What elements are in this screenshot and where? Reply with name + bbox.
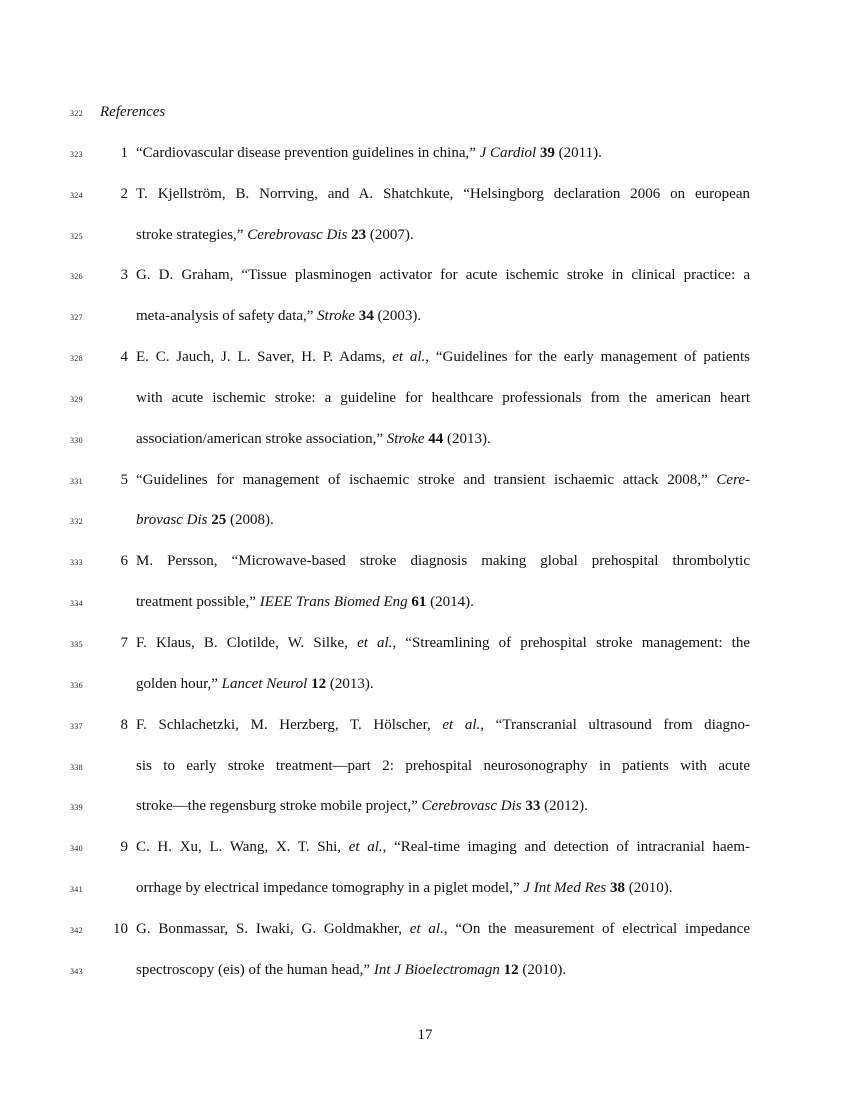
references-heading: References [100, 104, 166, 120]
reference-number: 9 [120, 839, 128, 856]
reference-text: sis to early stroke treatment—part 2: prehospital neurosonography in patients with acute [136, 757, 750, 774]
reference-text: T. Kjellström, B. Norrving, and A. Shatchkute, “Helsingborg declaration 2006 on european [136, 185, 750, 202]
reference-line [0, 705, 850, 746]
margin-line-number: 331 [70, 476, 83, 486]
reference-text: F. Schlachetzki, M. Herzberg, T. Hölscher, et al., “Transcranial ultrasound from diagno- [136, 716, 751, 733]
text-block [0, 92, 850, 991]
reference-text: meta-analysis of safety data,” Stroke 34 (2003). [136, 308, 422, 325]
margin-line-number: 343 [70, 966, 83, 976]
reference-number: 3 [120, 267, 128, 284]
reference-text: golden hour,” Lancet Neurol 12 (2013). [136, 675, 374, 692]
reference-line [0, 664, 850, 705]
margin-line-number: 341 [70, 885, 83, 895]
margin-line-number: 325 [70, 231, 83, 241]
margin-line-number: 338 [70, 762, 83, 772]
margin-line-number: 322 [70, 109, 83, 118]
reference-text: spectroscopy (eis) of the human head,” Int J Bioelectromagn 12 (2010). [136, 961, 567, 978]
reference-text: M. Persson, “Microwave-based stroke diagnosis making global prehospital thrombolytic [136, 553, 750, 570]
reference-text: “Guidelines for management of ischaemic stroke and transient ischaemic attack 2008,” Cere- [136, 471, 750, 488]
reference-text: F. Klaus, B. Clotilde, W. Silke, et al., “Streamlining of prehospital stroke management: the [136, 634, 751, 651]
reference-line [0, 460, 850, 501]
margin-line-number: 326 [70, 272, 83, 282]
margin-line-number: 329 [70, 394, 83, 404]
reference-number: 4 [120, 349, 128, 366]
margin-line-number: 328 [70, 354, 83, 364]
reference-line [0, 337, 850, 378]
margin-line-number: 330 [70, 435, 83, 445]
reference-number: 5 [120, 471, 128, 488]
reference-line [0, 378, 850, 419]
references-heading-row [0, 92, 850, 133]
reference-line [0, 746, 850, 787]
margin-line-number: 340 [70, 844, 83, 854]
margin-line-number: 337 [70, 721, 83, 731]
reference-text: with acute ischemic stroke: a guideline for healthcare professionals from the american heart [136, 389, 750, 406]
reference-text: G. Bonmassar, S. Iwaki, G. Goldmakher, et al., “On the measurement of electrical impedance [136, 920, 750, 937]
margin-line-number: 324 [70, 190, 83, 200]
references-list [0, 133, 850, 991]
reference-line [0, 541, 850, 582]
reference-text: C. H. Xu, L. Wang, X. T. Shi, et al., “Real-time imaging and detection of intracranial haem- [136, 839, 750, 856]
margin-line-number: 333 [70, 558, 83, 568]
reference-line [0, 215, 850, 256]
page-number: 17 [417, 1027, 433, 1043]
reference-text: orrhage by electrical impedance tomography in a piglet model,” J Int Med Res 38 (2010). [136, 880, 673, 897]
reference-number: 10 [113, 920, 128, 937]
reference-number: 7 [120, 634, 128, 651]
reference-line [0, 133, 850, 174]
reference-line [0, 296, 850, 337]
reference-line [0, 868, 850, 909]
reference-text: stroke strategies,” Cerebrovasc Dis 23 (2007). [136, 226, 414, 243]
reference-text: brovasc Dis 25 (2008). [136, 512, 274, 529]
reference-line [0, 786, 850, 827]
reference-line [0, 255, 850, 296]
reference-line [0, 827, 850, 868]
reference-number: 8 [120, 716, 128, 733]
margin-line-number: 342 [70, 925, 83, 935]
reference-text: G. D. Graham, “Tissue plasminogen activator for acute ischemic stroke in clinical practice: a [136, 267, 750, 284]
reference-text: stroke—the regensburg stroke mobile project,” Cerebrovasc Dis 33 (2012). [136, 798, 588, 815]
reference-line [0, 419, 850, 460]
margin-line-number: 332 [70, 517, 83, 527]
margin-line-number: 335 [70, 639, 83, 649]
reference-line [0, 623, 850, 664]
reference-line [0, 909, 850, 950]
margin-line-number: 327 [70, 313, 83, 323]
reference-text: “Cardiovascular disease prevention guidelines in china,” J Cardiol 39 (2011). [136, 144, 602, 161]
margin-line-number: 336 [70, 680, 83, 690]
margin-line-number: 334 [70, 599, 83, 609]
reference-number: 2 [120, 185, 128, 202]
reference-text: association/american stroke association,” Stroke 44 (2013). [136, 430, 491, 447]
reference-text: E. C. Jauch, J. L. Saver, H. P. Adams, et al., “Guidelines for the early management of patients [136, 349, 750, 366]
reference-line [0, 582, 850, 623]
margin-line-number: 339 [70, 803, 83, 813]
margin-line-number: 323 [70, 149, 83, 159]
reference-number: 1 [120, 144, 128, 161]
reference-text: treatment possible,” IEEE Trans Biomed Eng 61 (2014). [136, 594, 474, 611]
reference-line [0, 500, 850, 541]
reference-line [0, 174, 850, 215]
reference-line [0, 950, 850, 991]
reference-number: 6 [120, 553, 128, 570]
